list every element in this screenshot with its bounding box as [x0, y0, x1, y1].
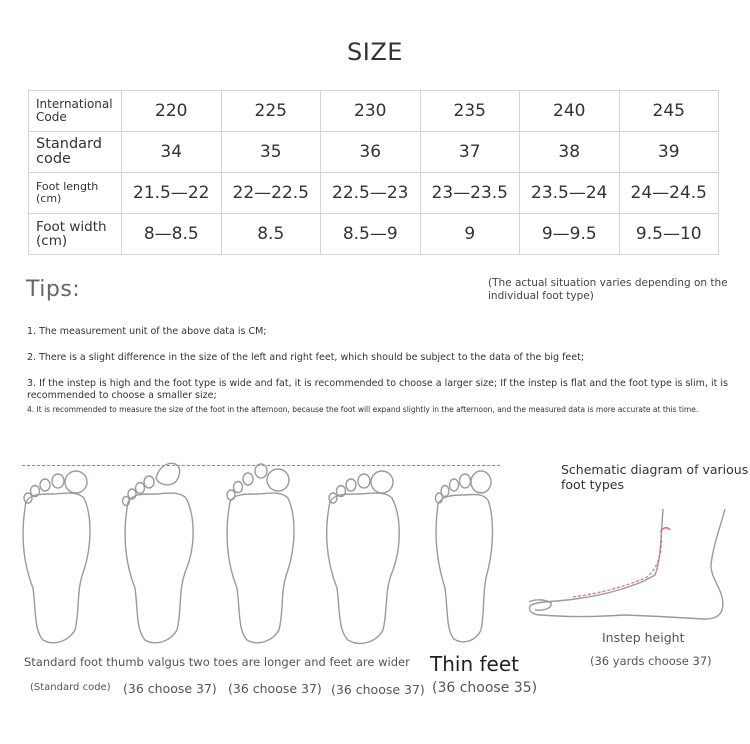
table-cell: 9—9.5: [520, 214, 620, 255]
table-cell: 220: [122, 91, 222, 132]
instep-choice: (36 yards choose 37): [590, 654, 712, 668]
table-row-international-code: [29, 91, 719, 132]
thin-feet-label: Thin feet: [430, 652, 519, 676]
tip-item: 1. The measurement unit of the above data is CM;: [27, 326, 267, 337]
thin-foot-icon: [430, 460, 500, 645]
table-cell: 24—24.5: [619, 173, 719, 214]
table-cell: 34: [122, 132, 222, 173]
table-cell: 240: [520, 91, 620, 132]
table-cell: 35: [221, 132, 321, 173]
tip-item: 2. There is a slight difference in the size of the left and right feet, which should be subject to the data of the big feet;: [27, 352, 585, 363]
feet-caption: Standard foot thumb valgus two toes are longer and feet are wider: [24, 655, 410, 669]
table-cell: 9: [420, 214, 520, 255]
tips-note: (The actual situation varies depending on the individual foot type): [488, 277, 728, 302]
wide-foot-icon: [324, 460, 404, 645]
table-cell: 8.5—9: [321, 214, 421, 255]
table-cell: 23—23.5: [420, 173, 520, 214]
tip-item: 3. If the instep is high and the foot type is wide and fat, it is recommended to choose a larger size; If the instep is flat and the foot type is slim, it is recommended to choose a smaller size;: [27, 378, 728, 401]
tip-item: 4. It is recommended to measure the size of the foot in the afternoon, because the foot will expand slightly in the afternoon, and the measured data is more accurate at this time.: [27, 405, 699, 414]
foot-choice: (36 choose 37): [331, 682, 425, 697]
tips-heading: Tips:: [26, 277, 81, 302]
table-cell: 39: [619, 132, 719, 173]
foot-choice: (36 choose 37): [228, 681, 322, 696]
table-cell: 225: [221, 91, 321, 132]
table-row-foot-length: [29, 173, 719, 214]
side-foot-icon: [525, 505, 730, 630]
table-cell: 8—8.5: [122, 214, 222, 255]
table-cell: 36: [321, 132, 421, 173]
table-cell: 235: [420, 91, 520, 132]
foot-choice: (36 choose 35): [432, 680, 538, 696]
table-cell: 8.5: [221, 214, 321, 255]
row-label: Foot width (cm): [29, 214, 122, 255]
long-second-toe-foot-icon: [222, 460, 302, 645]
row-label: Standard code: [29, 132, 122, 173]
standard-foot-icon: [18, 460, 98, 645]
foot-choice: (Standard code): [30, 682, 111, 693]
row-label: International Code: [29, 91, 122, 132]
schematic-title: Schematic diagram of various foot types: [561, 462, 749, 492]
foot-choice: (36 choose 37): [123, 681, 217, 696]
table-cell: 21.5—22: [122, 173, 222, 214]
instep-height-label: Instep height: [602, 630, 685, 645]
table-row-standard-code: [29, 132, 719, 173]
table-cell: 9.5—10: [619, 214, 719, 255]
table-cell: 245: [619, 91, 719, 132]
table-cell: 230: [321, 91, 421, 132]
table-row-foot-width: [29, 214, 719, 255]
table-cell: 22.5—23: [321, 173, 421, 214]
table-cell: 23.5—24: [520, 173, 620, 214]
thumb-valgus-foot-icon: [120, 460, 200, 645]
table-cell: 37: [420, 132, 520, 173]
page-title: SIZE: [347, 38, 403, 66]
row-label: Foot length (cm): [29, 173, 122, 214]
size-table: [28, 90, 719, 255]
table-cell: 22—22.5: [221, 173, 321, 214]
table-cell: 38: [520, 132, 620, 173]
